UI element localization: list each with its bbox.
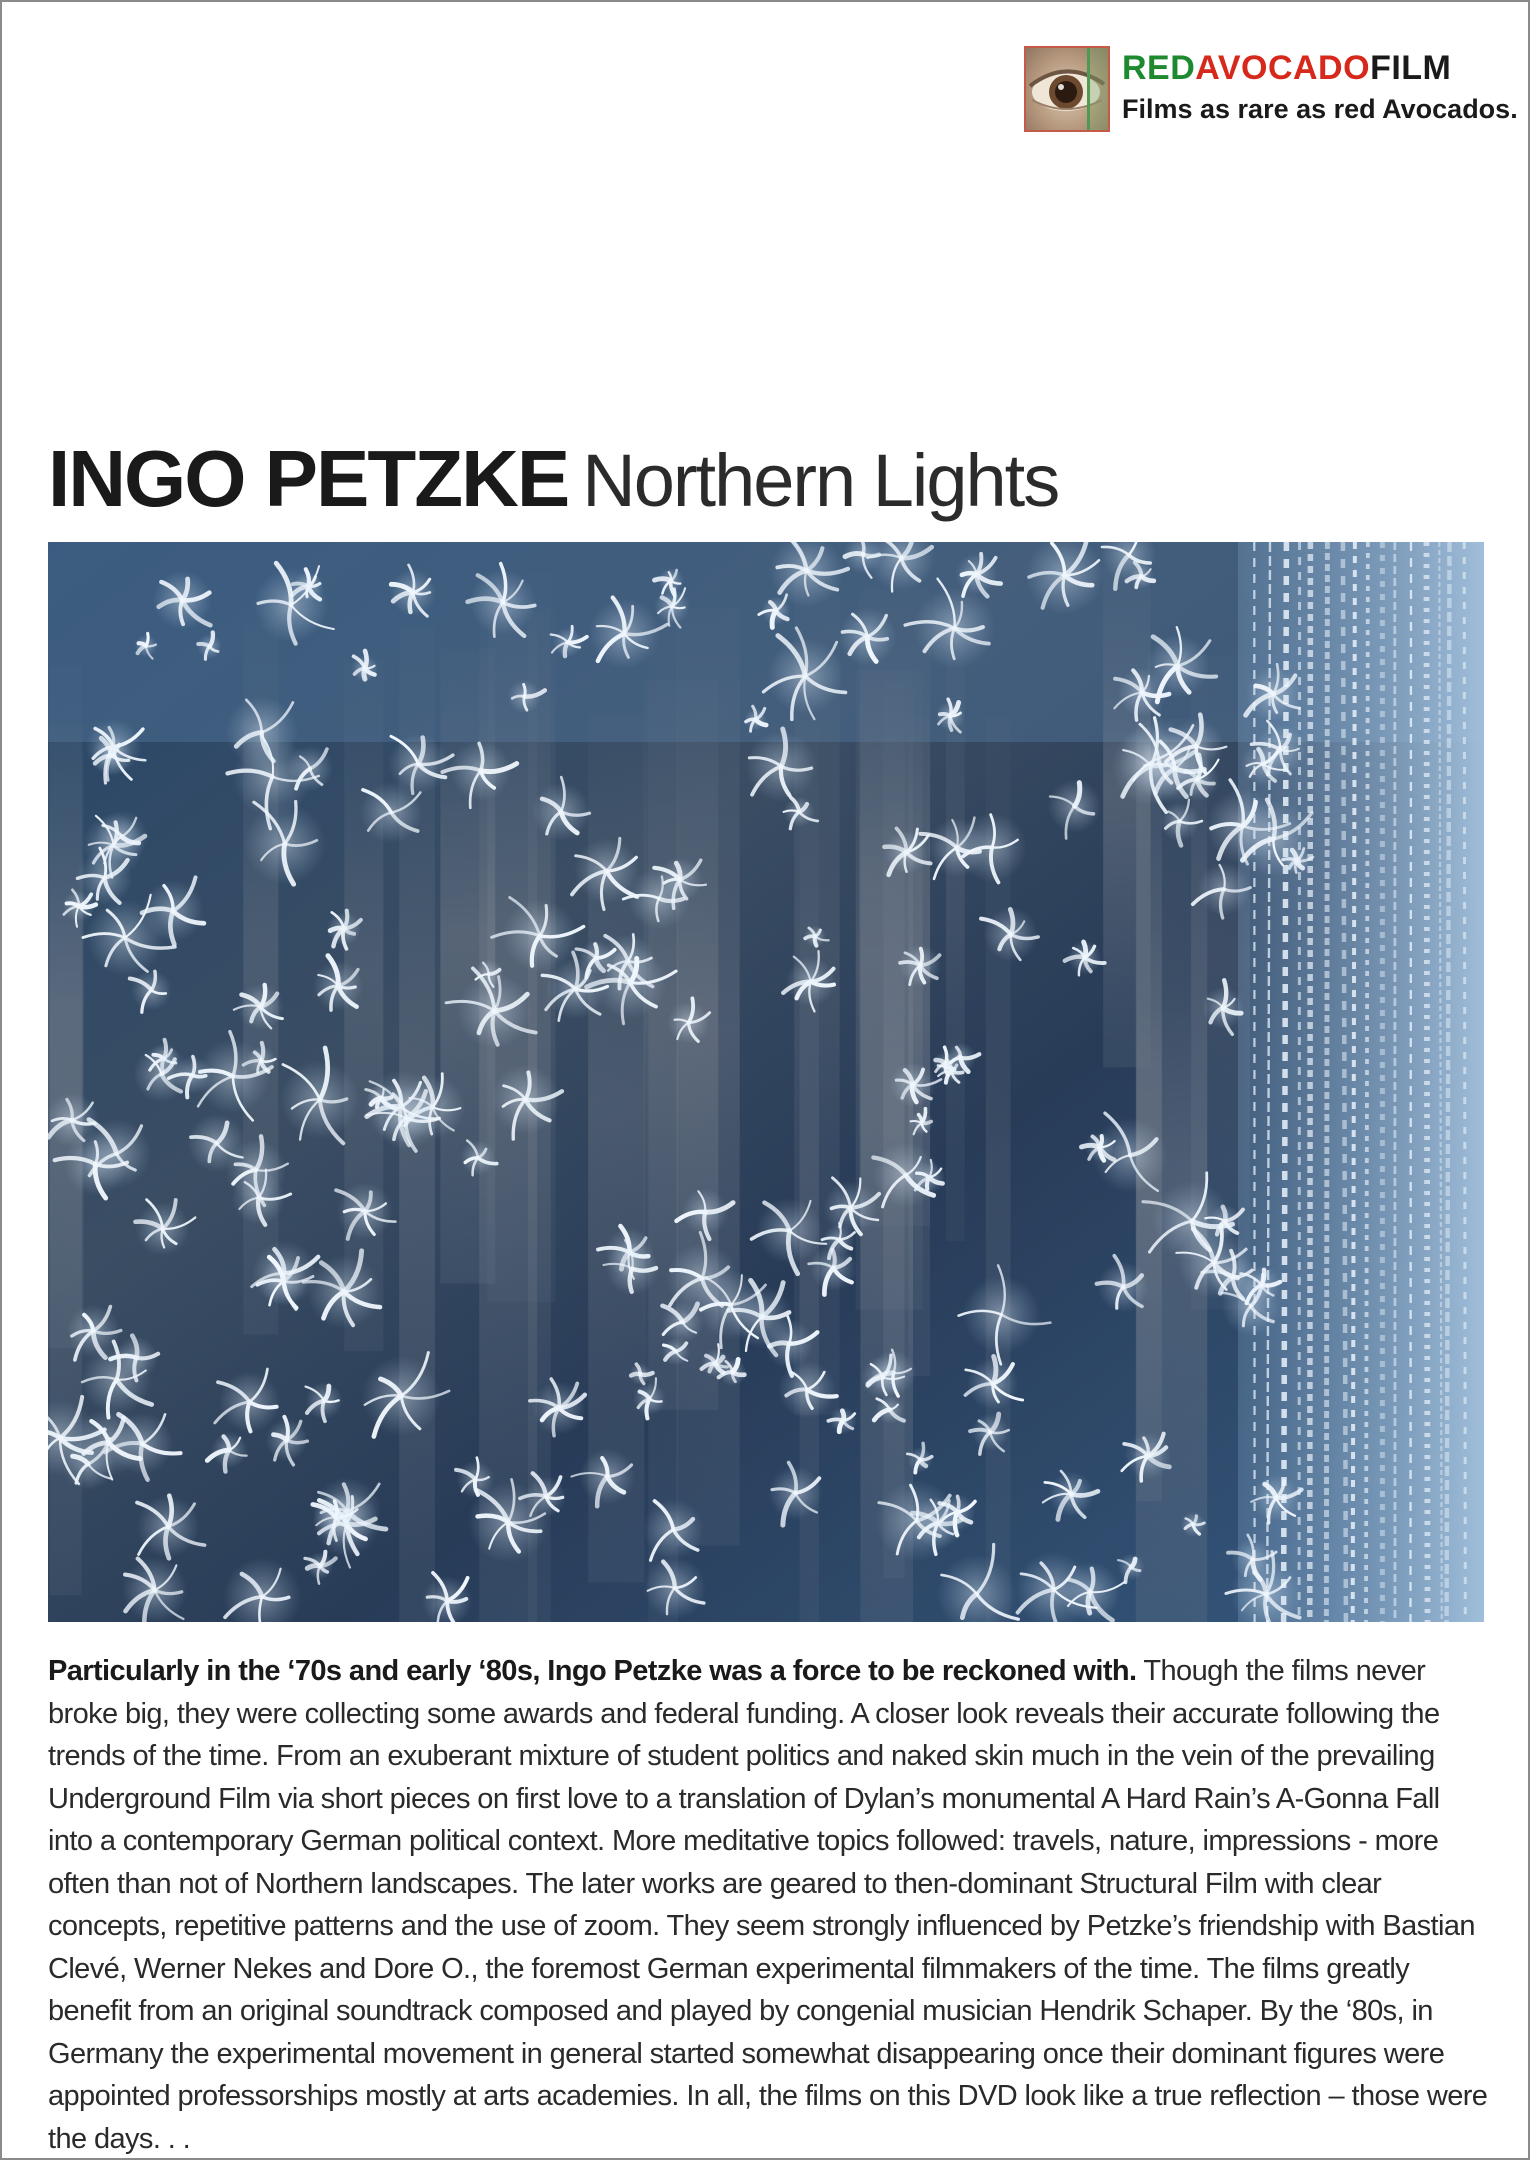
brand-avocado: AVOCADO (1195, 49, 1371, 87)
description-text: Though the films never broke big, they were collecting some awards and federal funding. A closer look reveals their accurate following the trends of the time. From an exuberant mixture of student politics and naked skin much in the vein of the prevailing Underground Film via short pieces on first love to a translation of Dylan’s monumental A Hard Rain’s A-Gonna Fall into a contemporary German political context. More meditative topics followed: travels, nature, impressions - more often than not of Northern landscapes. The later works are geared to then-dominant Structural Film with clear concepts, repetitive patterns and the use of zoom. They seem strongly influenced by Petzke’s friendship with Bastian Clevé, Werner Nekes and Dore O., the foremost German experimental filmmakers of the time. The films greatly benefit from an original soundtrack composed and played by congenial musician Hendrik Schaper. By the ‘80s, in Germany the experimental movement in general started somewhat disappearing once their dominant figures were appointed professorships mostly at arts academies. In all, the films on this DVD look like a true reflection – those were the days. . . (48, 1655, 1488, 2155)
frost-crystals-image (48, 542, 1484, 1622)
brand-tagline: Films as rare as red Avocados. (1122, 94, 1518, 124)
brand-film: FILM (1370, 49, 1452, 87)
eye-logo-icon (1024, 46, 1110, 132)
film-still (48, 542, 1484, 1622)
page-title (48, 434, 1058, 547)
red-avocado-film-logo (1024, 46, 1518, 132)
description-lead: Particularly in the ‘70s and early ‘80s, Ingo Petzke was a force to be reckoned with. (48, 1655, 1137, 1687)
director-name: INGO PETZKE (48, 434, 569, 523)
brand-name (1122, 48, 1518, 88)
film-description (48, 1650, 1488, 2160)
film-title: Northern Lights (582, 439, 1059, 522)
brand-red: RED (1122, 49, 1196, 87)
